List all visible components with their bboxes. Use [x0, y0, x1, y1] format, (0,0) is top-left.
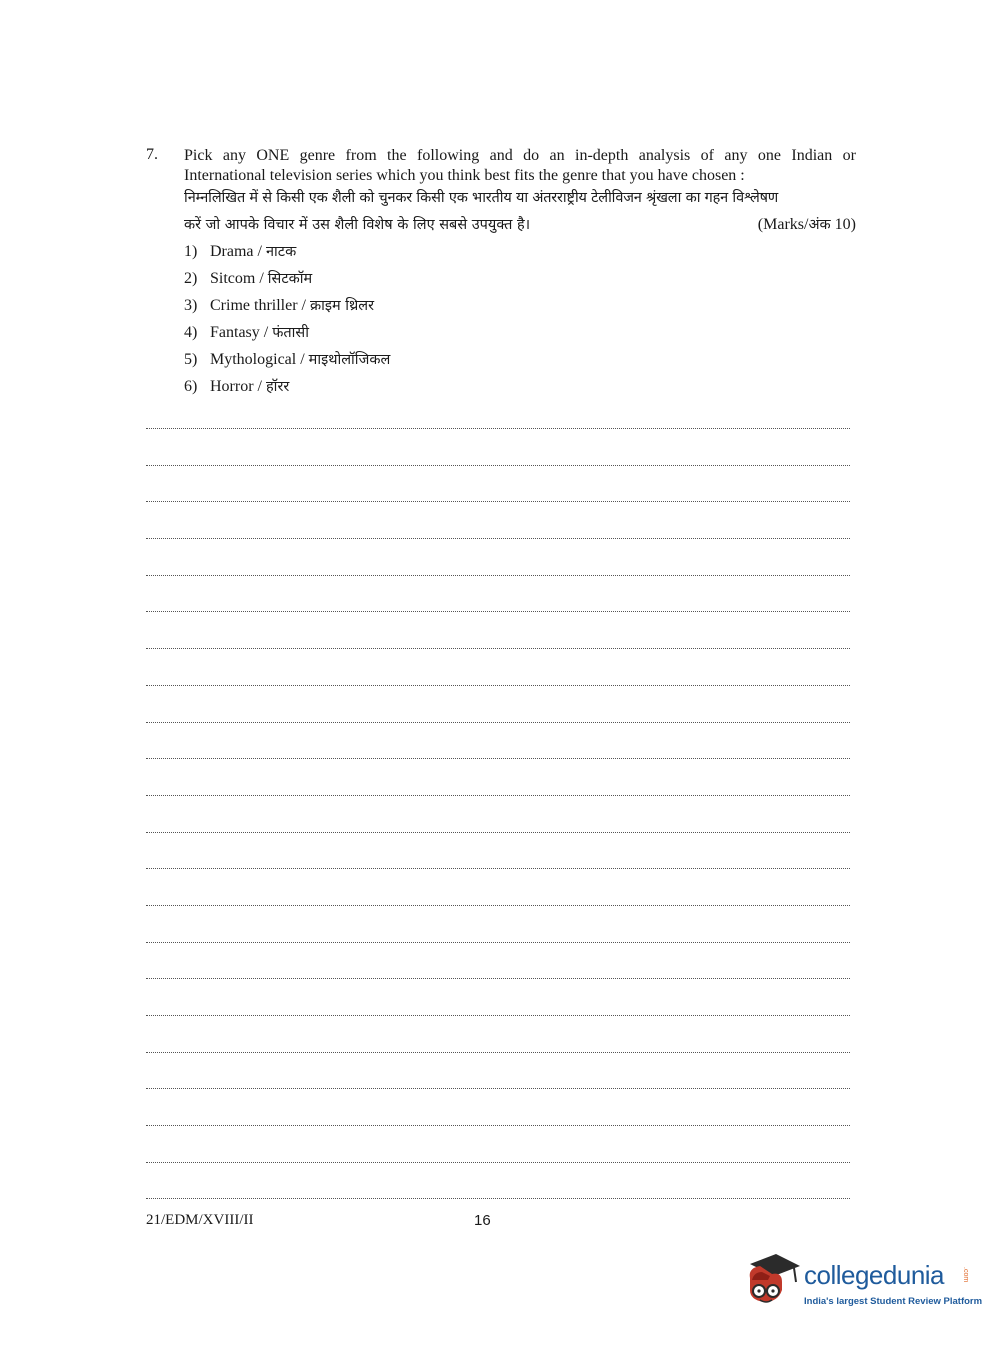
answer-line [146, 428, 850, 465]
footer-code: 21/EDM/XVIII/II [146, 1212, 254, 1228]
question-english-line2: International television series which you think best fits the genre that you have chosen : [184, 167, 745, 184]
genre-option [184, 377, 390, 404]
genre-option [184, 242, 390, 269]
option-english: Drama / [210, 243, 266, 260]
option-number: 1) [184, 243, 198, 260]
option-number: 5) [184, 351, 198, 368]
marks-suffix: 10) [830, 216, 856, 233]
answer-line [146, 611, 850, 648]
answer-lines [146, 428, 850, 1235]
answer-line [146, 795, 850, 832]
genre-option [184, 323, 390, 350]
answer-line [146, 978, 850, 1015]
question-hindi-line2-row [184, 215, 856, 235]
genre-options-list [184, 242, 390, 404]
answer-line [146, 1125, 850, 1162]
answer-line [146, 942, 850, 979]
marks-hindi: अंक [808, 217, 831, 233]
answer-line [146, 905, 850, 942]
brand-tagline: India's largest Student Review Platform [804, 1296, 983, 1307]
option-number: 3) [184, 297, 198, 314]
answer-line [146, 685, 850, 722]
option-english: Horror / [210, 378, 266, 395]
option-hindi: हॉरर [265, 379, 290, 395]
genre-option [184, 269, 390, 296]
brand-name: collegedunia [804, 1260, 945, 1290]
answer-line [146, 832, 850, 869]
option-english: Crime thriller / [210, 297, 310, 314]
question-hindi-line2: करें जो आपके विचार में उस शैली विशेष के लिए सबसे उपयुक्त है। [184, 217, 531, 233]
answer-line [146, 722, 850, 759]
marks-label [758, 215, 856, 235]
answer-line [146, 868, 850, 905]
option-hindi: सिटकॉम [267, 271, 313, 287]
option-hindi: माइथोलॉजिकल [308, 352, 391, 368]
answer-line [146, 758, 850, 795]
option-hindi: फंतासी [272, 325, 309, 341]
option-english: Fantasy / [210, 324, 273, 341]
mascot-icon [742, 1250, 802, 1310]
option-english: Sitcom / [210, 270, 268, 287]
option-number: 2) [184, 270, 198, 287]
option-english: Mythological / [210, 351, 309, 368]
question-hindi-line1: निम्नलिखित में से किसी एक शैली को चुनकर किसी एक भारतीय या अंतरराष्ट्रीय टेलीविजन श्रृंखला का गहन विश्लेषण [184, 190, 779, 206]
answer-line [146, 575, 850, 612]
option-hindi: क्राइम थ्रिलर [309, 298, 375, 314]
answer-line [146, 1162, 850, 1199]
genre-option [184, 350, 390, 377]
answer-line [146, 1088, 850, 1125]
marks-prefix: (Marks/ [757, 216, 809, 233]
page-number: 16 [474, 1212, 491, 1229]
option-hindi: नाटक [265, 244, 297, 260]
collegedunia-logo [742, 1250, 983, 1310]
option-number: 6) [184, 378, 198, 395]
answer-line [146, 538, 850, 575]
genre-option [184, 296, 390, 323]
question-number: 7. [146, 146, 158, 163]
answer-line [146, 465, 850, 502]
option-number: 4) [184, 324, 198, 341]
answer-line [146, 648, 850, 685]
answer-line [146, 1015, 850, 1052]
brand-suffix: .com [962, 1267, 969, 1283]
answer-line [146, 501, 850, 538]
answer-line [146, 1052, 850, 1089]
question-english-line1: Pick any ONE genre from the following and do an in-depth analysis of any one Indian or [184, 147, 856, 164]
